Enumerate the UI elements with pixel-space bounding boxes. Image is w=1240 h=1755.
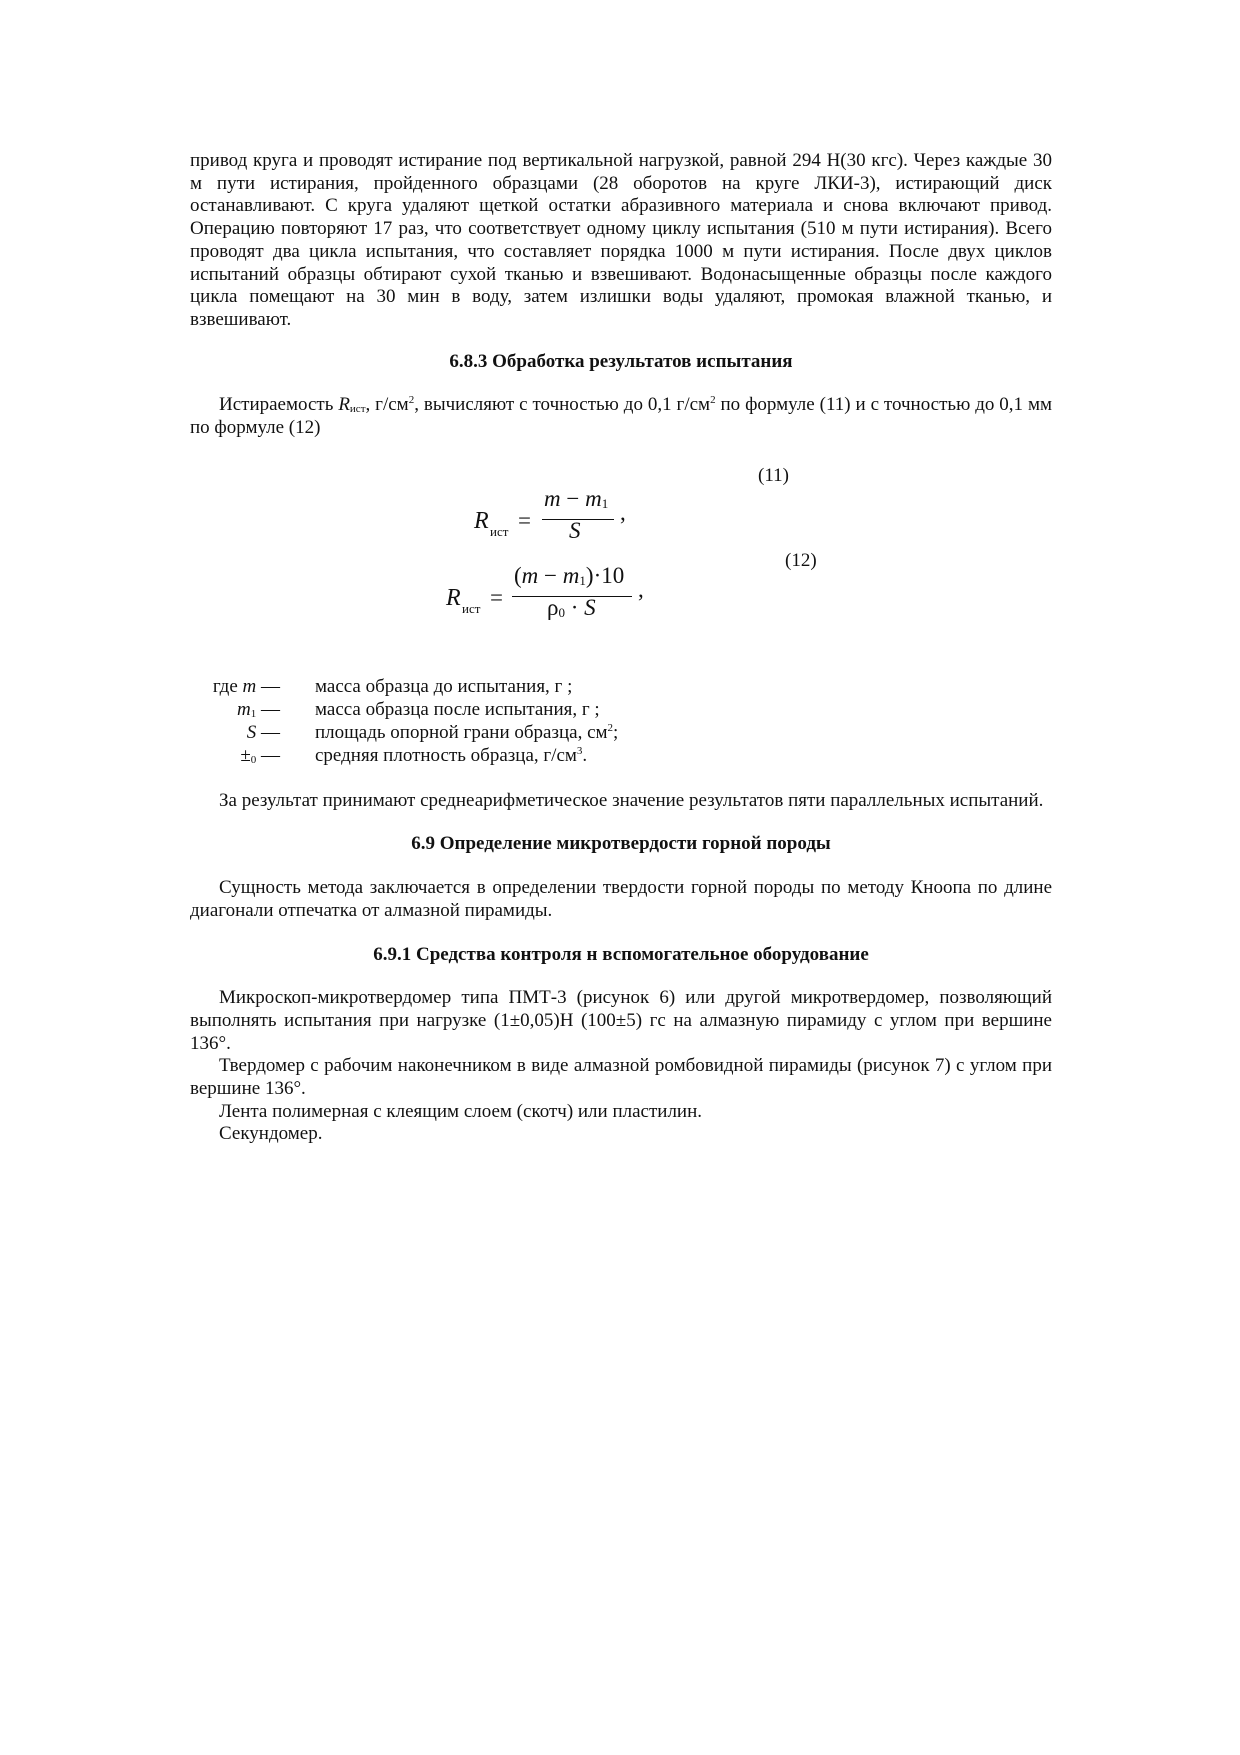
formula-12: R ист = $(m - m_1)\cdot 10$ $\rho_0 \cdot S$ ,	[446, 562, 644, 620]
heading-6-8-3: 6.8.3 Обработка результатов испытания	[449, 350, 793, 372]
heading-6-9-1: 6.9.1 Средства контроля н вспомогательное оборудование	[373, 943, 869, 965]
equation-number-12: (12)	[785, 549, 817, 571]
symbols-legend	[190, 676, 1052, 768]
legend-row: $\pm_0$ — средняя плотность образца, $г/см^3$.	[240, 744, 588, 766]
equation-number-11: (11)	[758, 464, 789, 486]
paragraph-abrasion-procedure: привод круга и проводят истирание под вертикальной нагрузкой, равной 294 Н(30 кгс). Через каждые 30 м пути истирания, пройденного образцами (28 оборотов на круге ЛКИ-3), истирающий диск останавливают. С круга удаляют щеткой остатки абразивного материала и снова включают привод. Операцию повторяют 17 раз, что соответствует одному циклу испытания (510 м пути истирания). Всего проводят два цикла испытания, что составляет порядка 1000 м пути истирания. После двух циклов испытаний образцы обтирают сухой тканью и взвешивают. Водонасыщенные образцы после каждого цикла помещают на 30 мин в воду, затем излишки воды удаляют, промокая влажной тканью, и взвешивают.	[190, 150, 1052, 330]
legend-row: $m_1$ — масса образца после испытания, г ;	[237, 698, 600, 720]
paragraph-abrasion-formula-intro: Истираемость $R_{ист}$, $г/см^2$, вычисляют с точностью до 0,1 $г/см^2$ по формуле (11) и с точностью до 0,1 мм по формуле (12)	[190, 394, 1052, 439]
paragraph-stopwatch: Секундомер.	[219, 1123, 323, 1145]
paragraph-hardness-tester: Твердомер с рабочим наконечником в виде алмазной ромбовидной пирамиды (рисунок 7) с углом при вершине 136°.	[190, 1055, 1052, 1100]
formula-block	[190, 440, 1052, 676]
legend-row: S — площадь опорной грани образца, $см^2$;	[246, 721, 619, 743]
legend-row: где m — масса образца до испытания, г ;	[212, 675, 573, 697]
paragraph-result-averaging: За результат принимают среднеарифметическое значение результатов пяти параллельных испытаний.	[219, 789, 1044, 811]
paragraph-microhardness-tester: Микроскоп-микротвердомер типа ПМТ-3 (рисунок 6) или другой микротвердомер, позволяющий выполнять испытания при нагрузке (1±0,05)Н (100±5) гс на алмазную пирамиду с углом при вершине 136°.	[190, 987, 1052, 1054]
document-page	[190, 150, 1052, 1146]
heading-6-9: 6.9 Определение микротвердости горной породы	[411, 833, 831, 855]
paragraph-method-essence: Сущность метода заключается в определении твердости горной породы по методу Кноопа по длине диагонали отпечатка от алмазной пирамиды.	[190, 877, 1052, 921]
formula-11: R ист = $m - m_1$ S ,	[474, 485, 626, 543]
paragraph-adhesive-tape: Лента полимерная с клеящим слоем (скотч) или пластилин.	[219, 1100, 703, 1122]
